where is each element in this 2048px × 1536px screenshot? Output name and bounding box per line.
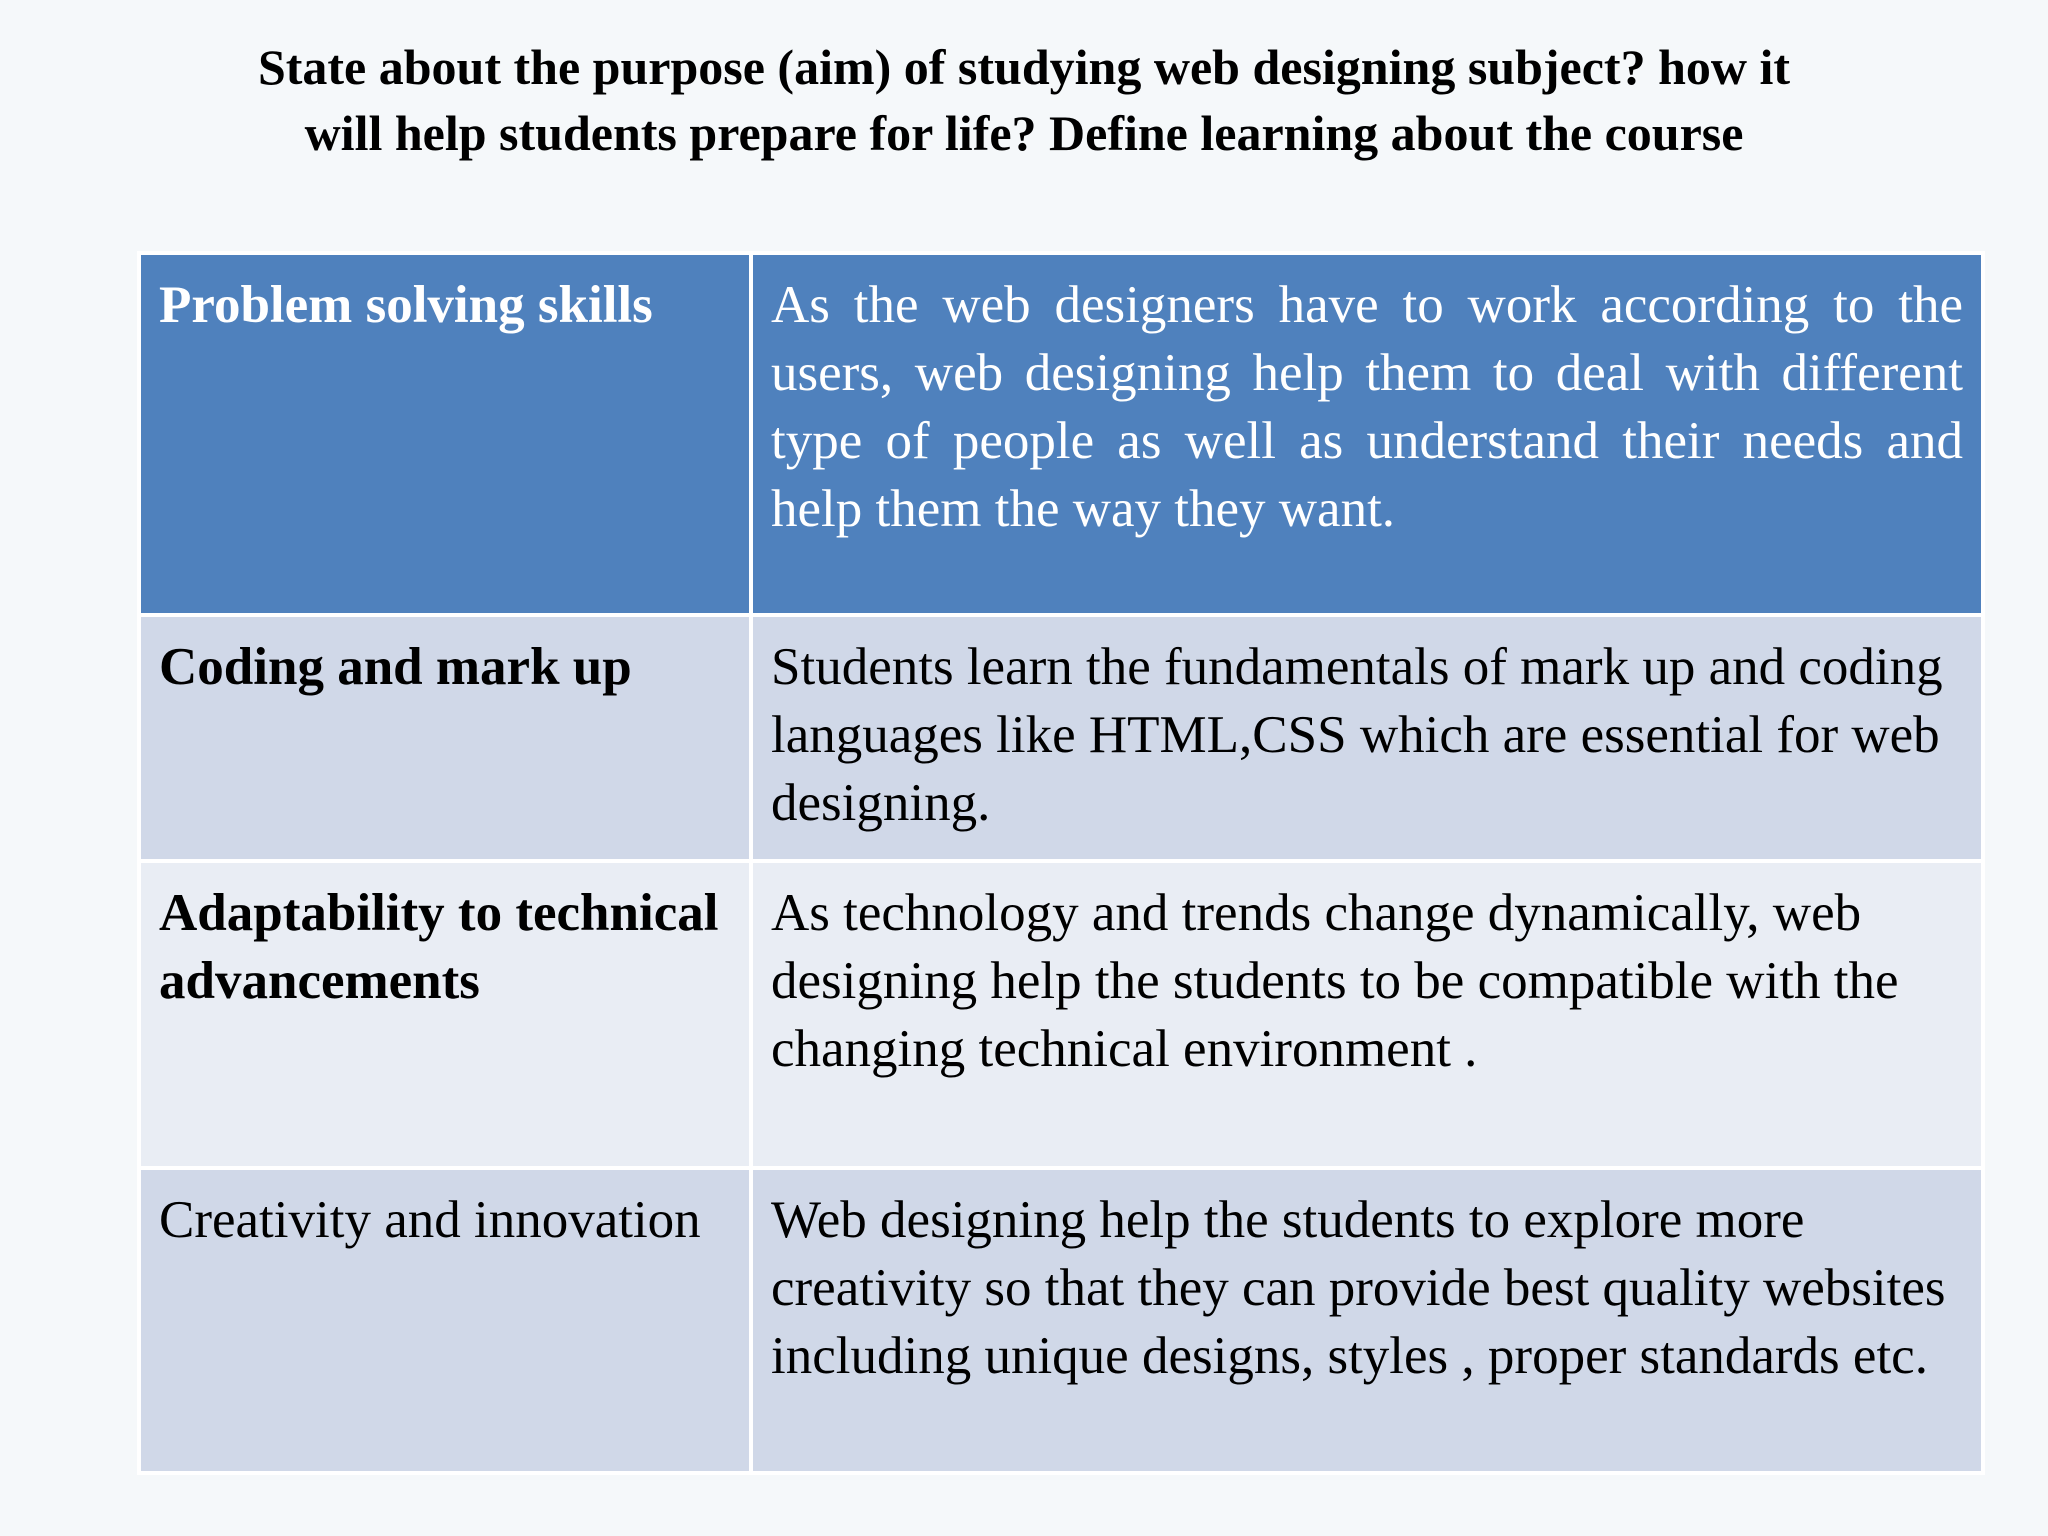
- content-table: [137, 251, 1985, 1475]
- table-row: [139, 1168, 1983, 1473]
- row-label: Creativity and innovation: [139, 1168, 751, 1473]
- slide-title: [120, 34, 1928, 166]
- table-row: [139, 861, 1983, 1168]
- slide-title-line-2: will help students prepare for life? Define learning about the course: [304, 105, 1744, 161]
- row-description: As technology and trends change dynamically, web designing help the students to be compatible with the changing technical environment .: [751, 861, 1983, 1168]
- row-label: Coding and mark up: [139, 615, 751, 861]
- row-label: Adaptability to technical advancements: [139, 861, 751, 1168]
- row-label: Problem solving skills: [139, 253, 751, 615]
- row-description: Web designing help the students to explore more creativity so that they can provide best quality websites including unique designs, styles , proper standards etc.: [751, 1168, 1983, 1473]
- table-row: [139, 615, 1983, 861]
- slide-title-line-1: State about the purpose (aim) of studying web designing subject? how it: [257, 39, 1791, 95]
- row-description: As the web designers have to work according to the users, web designing help them to deal with different type of people as well as understand their needs and help them the way they want.: [751, 253, 1983, 615]
- table-row: [139, 253, 1983, 615]
- row-description: Students learn the fundamentals of mark up and coding languages like HTML,CSS which are essential for web designing.: [751, 615, 1983, 861]
